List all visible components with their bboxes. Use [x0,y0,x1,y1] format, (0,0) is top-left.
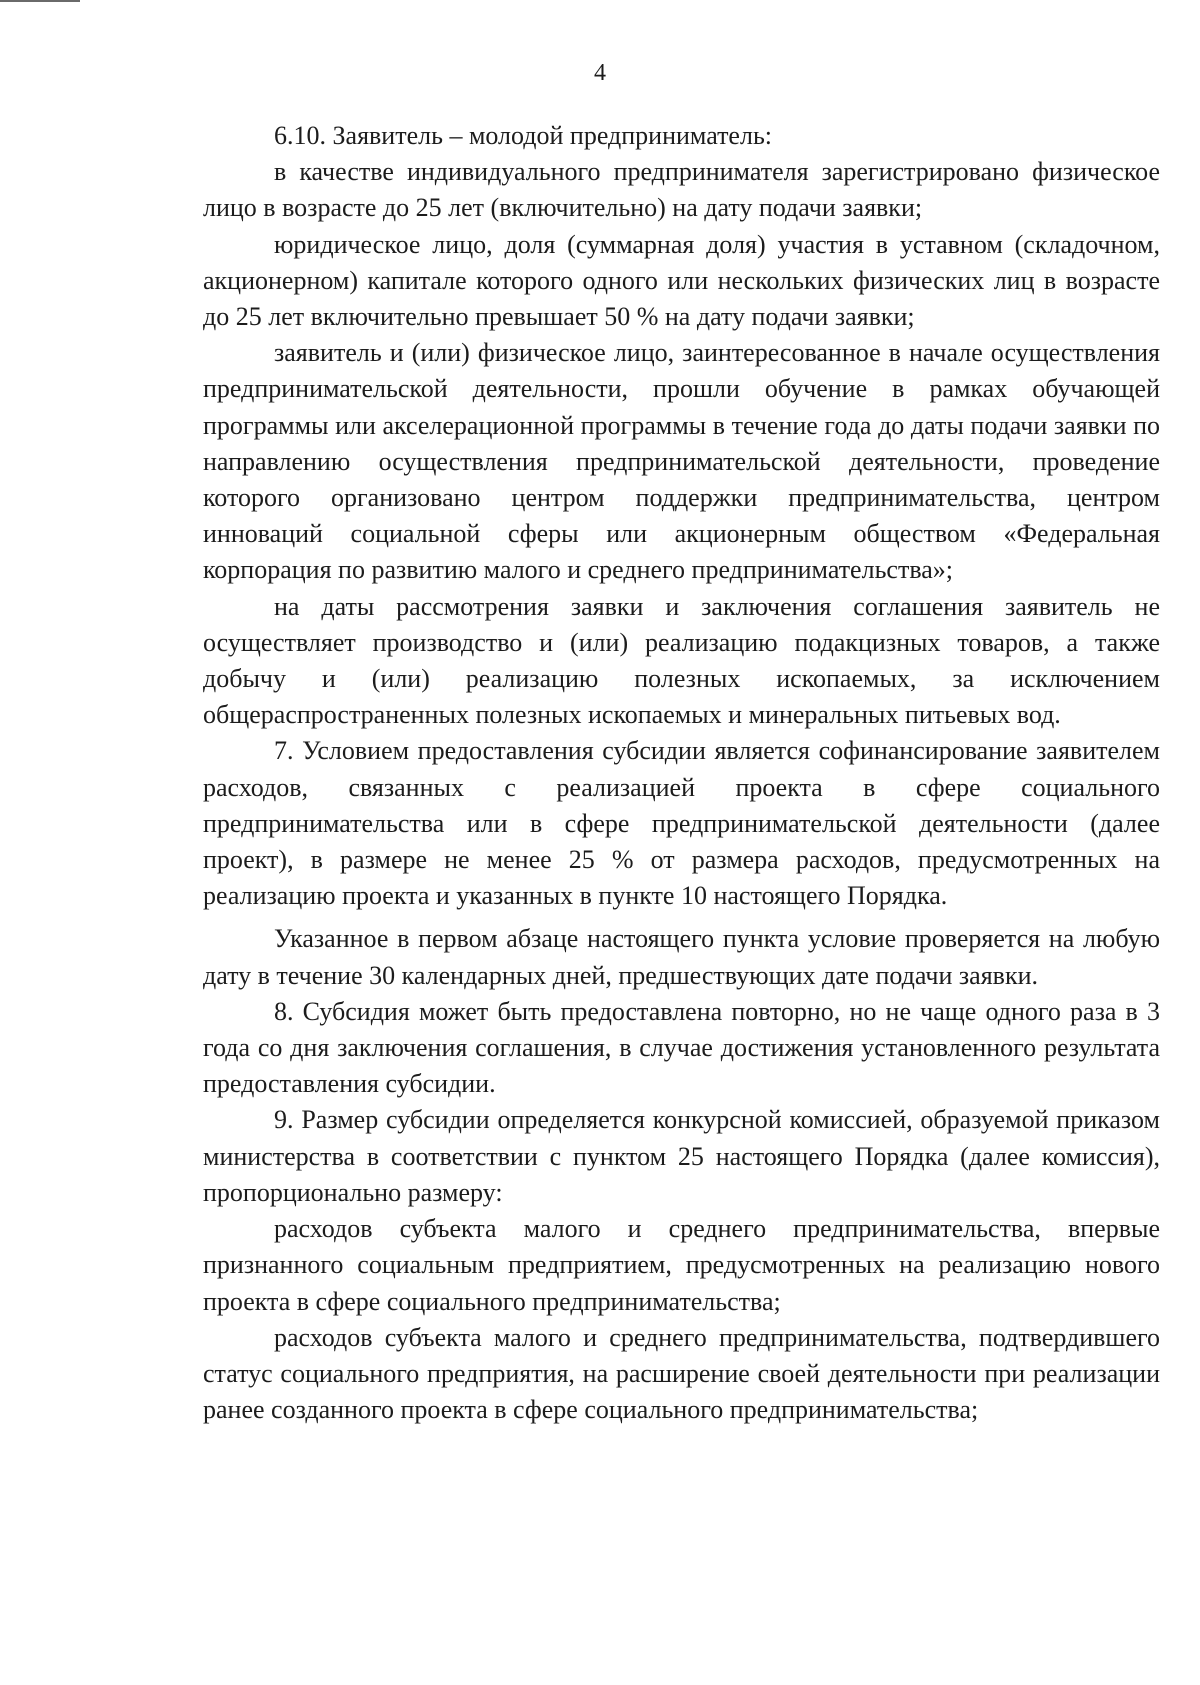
paragraph-training-program: заявитель и (или) физическое лицо, заинтересованное в начале осуществления предпринимательской деятельности, прошли обучение в рамках обучающей программы или акселерационной программы в течение года до даты подачи заявки по направлению осуществления предпринимательской деятельности, проведение которого организовано центром поддержки предпринимательства, центром инноваций социальной сферы или акционерным обществом «Федеральная корпорация по развитию малого и среднего предпринимательства»; [203,338,1160,585]
paragraph-legal-entity: юридическое лицо, доля (суммарная доля) участия в уставном (складочном, акционерном) капитале которого одного или нескольких физических лиц в возрасте до 25 лет включительно превышает 50 % на дату подачи заявки; [203,229,1160,332]
paragraph-7-check-date: Указанное в первом абзаце настоящего пункта условие проверяется на любую дату в течение 30 календарных дней, предшествующих дате подачи заявки. [203,924,1160,990]
paragraph-7-cofinancing: 7. Условием предоставления субсидии является софинансирование заявителем расходов, связанных с реализацией проекта в сфере социального предпринимательства или в сфере предпринимательской деятельности (далее проект), в размере не менее 25 % от размера расходов, предусмотренных на реализацию проекта и указанных в пункте 10 настоящего Порядка. [203,736,1160,911]
paragraph-9-confirmed-social-enterprise: расходов субъекта малого и среднего предпринимательства, подтвердившего статус социального предприятия, на расширение своей деятельности при реализации ранее созданного проекта в сфере социального предпринимательства; [203,1322,1160,1425]
paragraph-excise-goods: на даты рассмотрения заявки и заключения соглашения заявитель не осуществляет производство и (или) реализацию подакцизных товаров, а также добычу и (или) реализацию полезных ископаемых, за исключением общераспространенных полезных ископаемых и минеральных питьевых вод. [203,591,1160,730]
scan-edge-mark [0,0,80,2]
paragraph-9-new-social-enterprise: расходов субъекта малого и среднего предпринимательства, впервые признанного социальным предприятием, предусмотренных на реализацию нового проекта в сфере социального предпринимательства; [203,1214,1160,1316]
paragraph-8-repeat-subsidy: 8. Субсидия может быть предоставлена повторно, но не чаще одного раза в 3 года со дня заключения соглашения, в случае достижения установленного результата предоставления субсидии. [203,996,1160,1099]
paragraph-individual-entrepreneur: в качестве индивидуального предпринимателя зарегистрировано физическое лицо в возрасте до 25 лет (включительно) на дату подачи заявки; [203,157,1160,223]
paragraph-6-10-heading: 6.10. Заявитель – молодой предприниматель: [274,121,773,150]
paragraph-9-subsidy-size: 9. Размер субсидии определяется конкурсной комиссией, образуемой приказом министерства в соответствии с пунктом 25 настоящего Порядка (далее комиссия), пропорционально размеру: [203,1105,1160,1207]
page-number: 4 [594,60,606,86]
document-body [203,118,1160,1428]
